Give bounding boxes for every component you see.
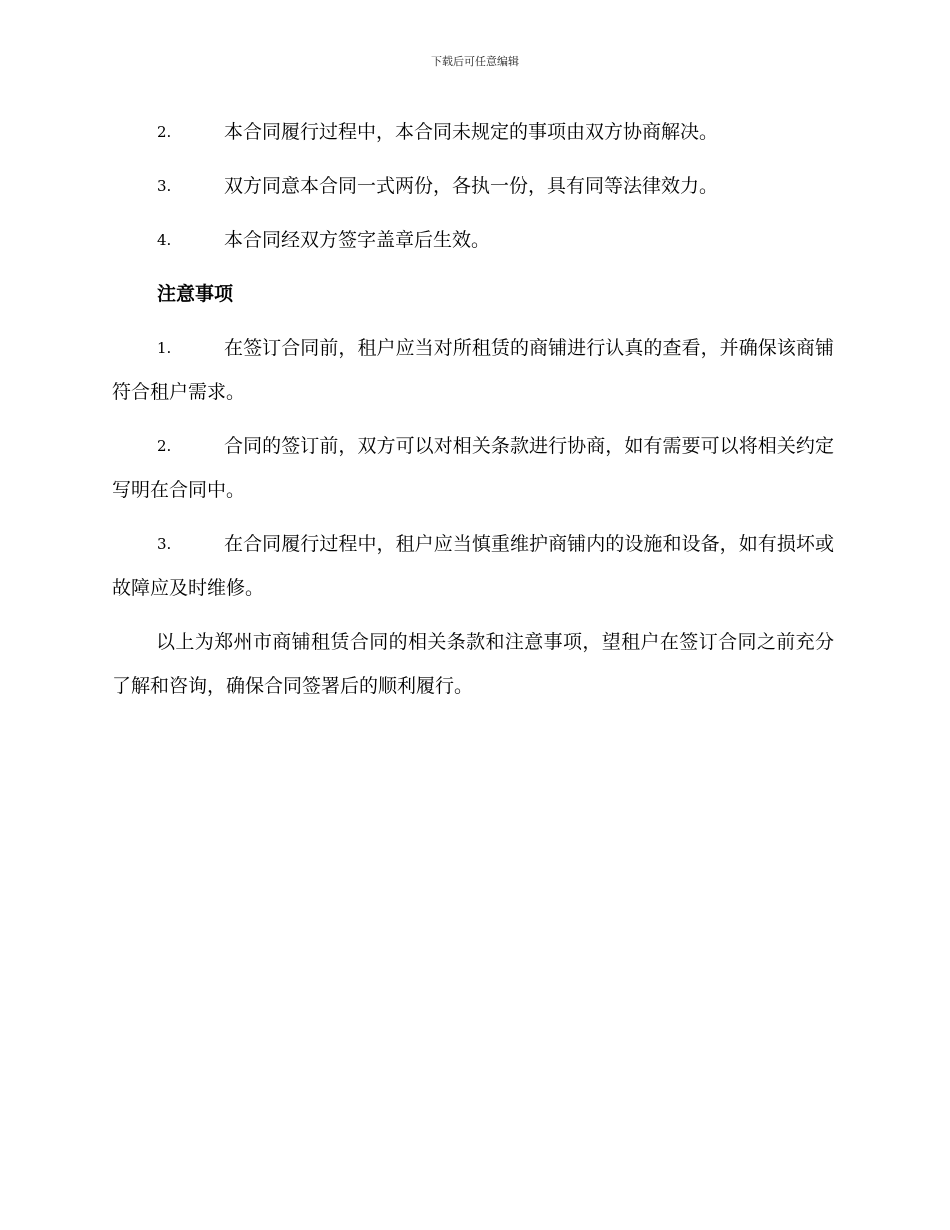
- note-item: [112, 522, 834, 610]
- note-item: [112, 326, 834, 414]
- clause-item: [112, 110, 834, 154]
- clause-item: [112, 164, 834, 208]
- note-item: [112, 424, 834, 512]
- note-text: 在签订合同前，租户应当对所租赁的商铺进行认真的查看，并确保该商铺符合租户需求。: [112, 337, 834, 403]
- document-body: [112, 110, 834, 708]
- closing-paragraph: 以上为郑州市商铺租赁合同的相关条款和注意事项，望租户在签订合同之前充分了解和咨询，确保合同签署后的顺利履行。: [112, 631, 834, 697]
- clause-text: 本合同履行过程中，本合同未规定的事项由双方协商解决。: [224, 121, 719, 143]
- clause-text: 双方同意本合同一式两份，各执一份，具有同等法律效力。: [224, 175, 719, 197]
- note-number: 3.: [157, 535, 172, 553]
- clause-number: 3.: [157, 177, 172, 195]
- clause-number: 2.: [157, 123, 172, 141]
- note-text: 合同的签订前，双方可以对相关条款进行协商，如有需要可以将相关约定写明在合同中。: [112, 435, 834, 501]
- section-heading: 注意事项: [157, 283, 234, 305]
- note-text: 在合同履行过程中，租户应当慎重维护商铺内的设施和设备，如有损坏或故障应及时维修。: [112, 533, 834, 599]
- clause-text: 本合同经双方签字盖章后生效。: [224, 229, 491, 251]
- note-number: 1.: [157, 339, 172, 357]
- note-number: 2.: [157, 437, 172, 455]
- clause-number: 4.: [157, 231, 172, 249]
- clause-item: [112, 218, 834, 262]
- page-header: 下载后可任意编辑: [431, 55, 519, 68]
